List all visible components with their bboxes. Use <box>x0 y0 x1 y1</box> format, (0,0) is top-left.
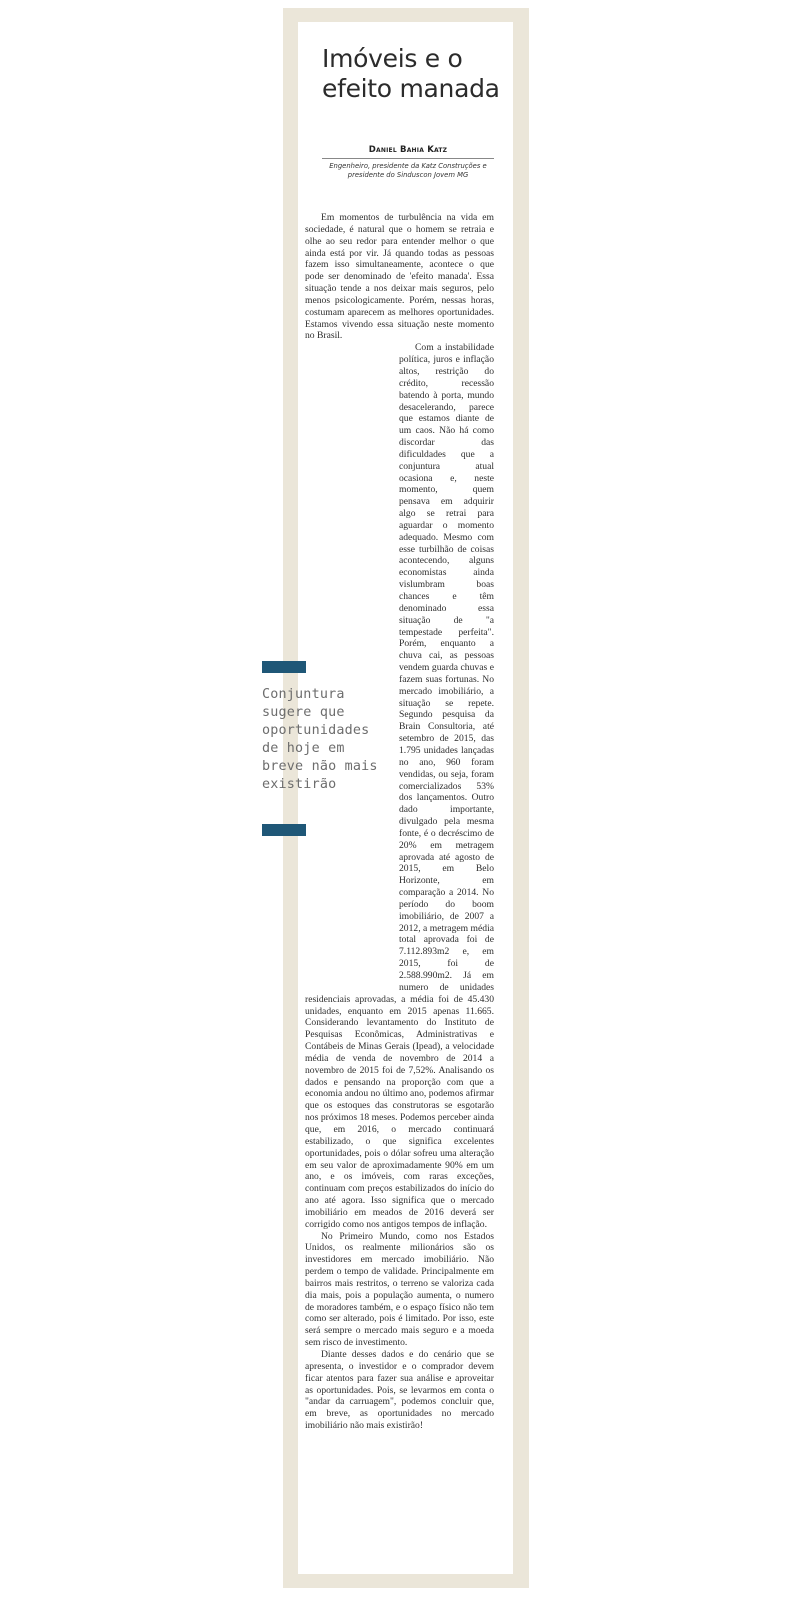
article-paragraph-2: Com a instabilidade política, juros e inflação altos, restrição do crédito, recessão batendo à porta, mundo desacelerando, parece que estamos diante de um caos. Não há como discordar das dificuldades que a conjuntura atual ocasiona e, neste momento, quem pensava em adquirir algo se retrai para aguardar o momento adequado. Mesmo com esse turbilhão de coisas acontecendo, alguns economistas ainda vislumbram boas chances e têm denominado essa situação de "a tempestade perfeita". Porém, enquanto a chuva cai, as pessoas vendem guarda chuvas e fazem suas fortunas. No mercado imobiliário, a situação se repete. Segundo pesquisa da Brain Consultoria, até setembro de 2015, das 1.795 unidades lançadas no ano, 960 foram vendidas, ou seja, foram comercializados 53% dos lançamentos. Outro dado importante, divulgado pela mesma fonte, é o decréscimo de 20% em metragem aprovada até agosto de 2015, em Belo Horizonte, em comparação a 2014. No período do boom imobiliário, de 2007 a 2012, a metragem média total aprovada foi de 7.112.893m2 e, em 2015, foi de 2.588.990m2. Já em numero de unidades residenciais aprovadas, a média foi de 45.430 unidades, enquanto em 2015 apenas 11.665. Considerando levantamento do Instituto de Pesquisas Econômicas, Administrativas e Contábeis de Minas Gerais (Ipead), a velocidade média de venda de novembro de 2014 a novembro de 2015 foi de 7,52%. Analisando os dados e pensando na proporção com que a economia andou no último ano, podemos afirmar que os estoques das construtoras se esgotarão nos próximos 18 meses. Podemos perceber ainda que, em 2016, o mercado continuará estabilizado, o que significa excelentes oportunidades, pois o dólar sofreu uma alteração em seu valor de aproximadamente 90% em um ano, e os imóveis, com raras exceções, continuam com preços estabilizados do início do ano até agora. Isso significa que o mercado imobiliário em meados de 2016 deverá ser corrigido como nos antigos tempos de inflação. <box>305 342 494 1230</box>
pull-quote-wrap-space <box>305 786 399 986</box>
article-paragraph-1: Em momentos de turbulência na vida em sociedade, é natural que o homem se retraia e olhe ao seu redor para entender melhor o que ainda está por vir. Já quando todas as pessoas fazem isso simultaneamente, acontece o que pode ser denominado de 'efeito manada'. Essa situação tende a nos deixar mais seguros, pelo menos psicologicamente. Porém, nessas horas, costumam aparecem as melhores oportunidades. Estamos vivendo essa situação neste momento no Brasil. <box>305 212 494 342</box>
author-name: Daniel Bahia Katz <box>322 145 494 159</box>
article-title: Imóveis e o efeito manada <box>322 44 500 103</box>
article-paragraph-4: Diante desses dados e do cenário que se apresenta, o investidor e o comprador devem ficar atentos para fazer sua análise e aproveitar as oportunidades. Pois, se levarmos em conta o "andar da carruagem", podemos concluir que, em breve, as oportunidades no mercado imobiliário não mais existirão! <box>305 1349 494 1432</box>
byline <box>322 145 494 180</box>
article-body <box>305 212 494 1432</box>
pull-quote: Conjuntura sugere que oportunidades de hoje em breve não mais existirão <box>262 687 378 792</box>
author-description: Engenheiro, presidente da Katz Construções e presidente do Sinduscon Jovem MG <box>329 162 487 179</box>
article-paragraph-3: No Primeiro Mundo, como nos Estados Unidos, os realmente milionários são os investidores em mercado imobiliário. Não perdem o tempo de validade. Principalmente em bairros mais restritos, o terreno se valoriza cada dia mais, pois a população aumenta, o numero de moradores também, e o espaço físico não tem como ser alterado, pois é limitado. Por isso, este será sempre o mercado mais seguro e a moeda sem risco de investimento. <box>305 1230 494 1349</box>
pull-quote-bottom-bar <box>262 824 306 836</box>
pull-quote-top-bar <box>262 661 306 673</box>
frame-edge-mark <box>520 1066 528 1080</box>
